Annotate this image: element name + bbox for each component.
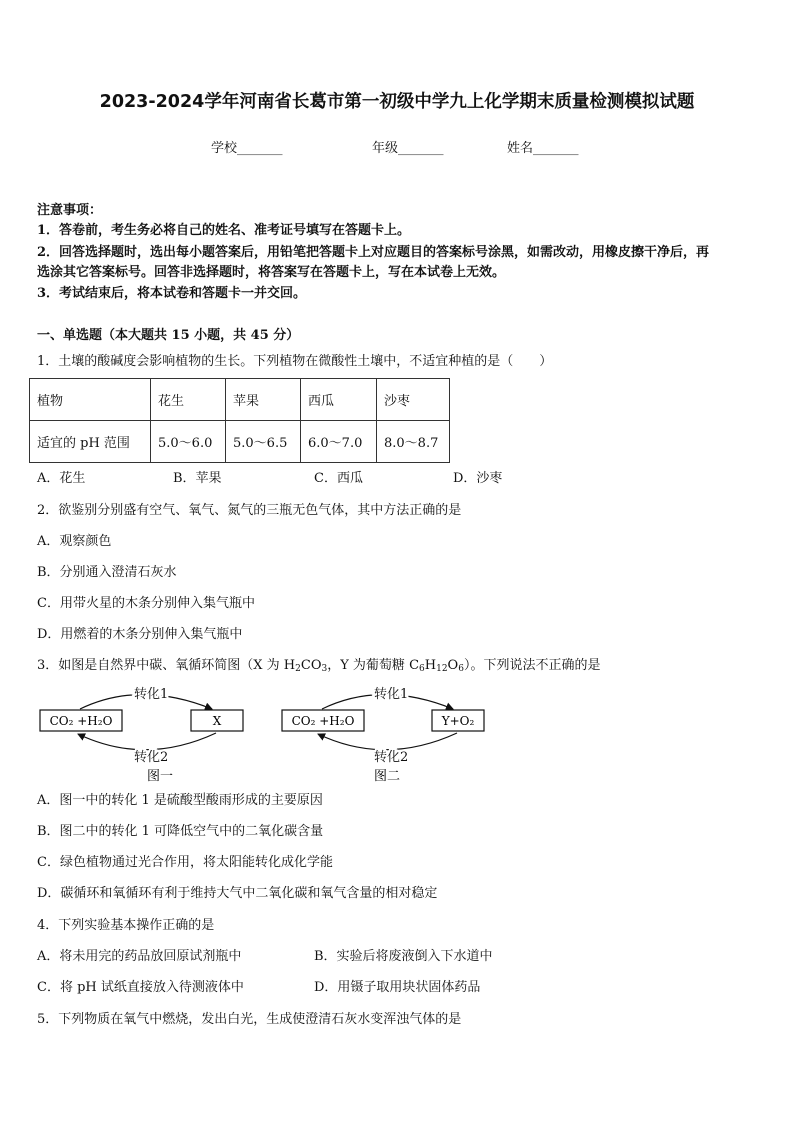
q1-option-c: C．西瓜 — [314, 471, 363, 486]
conversion-2-label: 转化2 — [134, 750, 169, 765]
q3-stem-part: ，Y 为葡萄糖 C — [327, 658, 420, 673]
table-row — [30, 379, 450, 421]
notice-line-2b: 选涂其它答案标号。回答非选择题时，将答案写在答题卡上，写在本试卷上无效。 — [37, 265, 506, 280]
conversion-1-label: 转化1 — [134, 687, 169, 702]
q3-stem-sub: 2 — [295, 664, 301, 674]
q4-option-c: C．将 pH 试纸直接放入待测液体中 — [37, 980, 244, 995]
conversion-1-label: 转化1 — [374, 687, 409, 702]
notice-line-1: 1．答卷前，考生务必将自己的姓名、准考证号填写在答题卡上。 — [37, 223, 411, 238]
table-cell: 适宜的 pH 范围 — [30, 421, 151, 463]
q3-stem-part: O — [447, 658, 459, 673]
diagram-box-label: X — [212, 714, 222, 728]
section-heading: 一、单选题（本大题共 15 小题，共 45 分） — [37, 328, 300, 343]
q3-stem-sub: 6 — [458, 664, 464, 674]
notice-heading: 注意事项： — [37, 203, 103, 218]
table-cell: 植物 — [30, 379, 151, 421]
q2-option-c: C．用带火星的木条分别伸入集气瓶中 — [37, 596, 255, 611]
table-cell: 6.0～7.0 — [301, 421, 377, 463]
arrow-conversion-2 — [78, 733, 216, 750]
q2-option-d: D．用燃着的木条分别伸入集气瓶中 — [37, 627, 243, 642]
figure-2-caption: 图二 — [374, 769, 401, 784]
q3-option-a: A．图一中的转化 1 是硫酸型酸雨形成的主要原因 — [37, 793, 323, 808]
q1-option-d: D．沙枣 — [453, 471, 503, 486]
q4-option-a: A．将未用完的药品放回原试剂瓶中 — [37, 949, 242, 964]
q3-stem-sub: 3 — [321, 664, 328, 674]
notice-line-2a: 2．回答选择题时，选出每小题答案后，用铅笔把答题卡上对应题目的答案标号涂黑，如需改动，用橡皮擦干净后，再 — [37, 245, 710, 260]
conversion-2-label: 转化2 — [374, 750, 409, 765]
diagram-box-label: CO₂ +H₂O — [49, 714, 113, 728]
name-field: 姓名_______ — [507, 141, 579, 156]
q4-option-d: D．用镊子取用块状固体药品 — [314, 980, 481, 995]
q2-option-a: A．观察颜色 — [37, 534, 112, 549]
cycle-diagram — [30, 682, 500, 788]
q3-option-b: B．图二中的转化 1 可降低空气中的二氧化碳含量 — [37, 824, 324, 839]
q3-stem-part: CO — [300, 658, 322, 673]
q3-stem-part: H — [424, 658, 437, 673]
q3-option-c: C．绿色植物通过光合作用，将太阳能转化成化学能 — [37, 855, 333, 870]
grade-field: 年级_______ — [372, 141, 444, 156]
table-row — [30, 421, 450, 463]
q2-option-b: B．分别通入澄清石灰水 — [37, 565, 177, 580]
q4-stem: 4．下列实验基本操作正确的是 — [37, 918, 215, 933]
q2-stem: 2．欲鉴别分别盛有空气、氧气、氮气的三瓶无色气体，其中方法正确的是 — [37, 503, 462, 518]
q3-stem-part: 3．如图是自然界中碳、氧循环简图（X 为 H — [37, 658, 296, 673]
ph-table — [29, 378, 450, 463]
table-cell: 沙枣 — [377, 379, 450, 421]
q5-stem: 5．下列物质在氧气中燃烧，发出白光，生成使澄清石灰水变浑浊气体的是 — [37, 1012, 462, 1027]
q3-stem-sub: 6 — [419, 664, 425, 674]
arrow-conversion-2 — [318, 733, 457, 750]
q3-option-d: D．碳循环和氧循环有利于维持大气中二氧化碳和氧气含量的相对稳定 — [37, 886, 438, 901]
q4-option-b: B．实验后将废液倒入下水道中 — [314, 949, 493, 964]
q3-stem-sub: 12 — [436, 664, 448, 674]
q1-option-a: A．花生 — [37, 471, 86, 486]
table-cell: 西瓜 — [301, 379, 377, 421]
school-field: 学校_______ — [211, 141, 283, 156]
table-cell: 花生 — [151, 379, 226, 421]
table-cell: 苹果 — [226, 379, 301, 421]
table-cell: 5.0～6.0 — [151, 421, 226, 463]
q1-stem: 1．土壤的酸碱度会影响植物的生长。下列植物在微酸性土壤中，不适宜种植的是（ ） — [37, 354, 553, 369]
exam-title: 2023-2024学年河南省长葛市第一初级中学九上化学期末质量检测模拟试题 — [99, 92, 695, 112]
diagram-box-label: CO₂ +H₂O — [291, 714, 355, 728]
q1-option-b: B．苹果 — [173, 471, 222, 486]
diagram-box-label: Y+O₂ — [441, 714, 475, 728]
q3-stem-part: ）。下列说法不正确的是 — [463, 658, 601, 673]
table-cell: 5.0～6.5 — [226, 421, 301, 463]
notice-line-3: 3．考试结束后，将本试卷和答题卡一并交回。 — [37, 286, 307, 301]
table-cell: 8.0～8.7 — [377, 421, 450, 463]
figure-1-caption: 图一 — [147, 769, 174, 784]
q3-stem — [37, 658, 600, 674]
